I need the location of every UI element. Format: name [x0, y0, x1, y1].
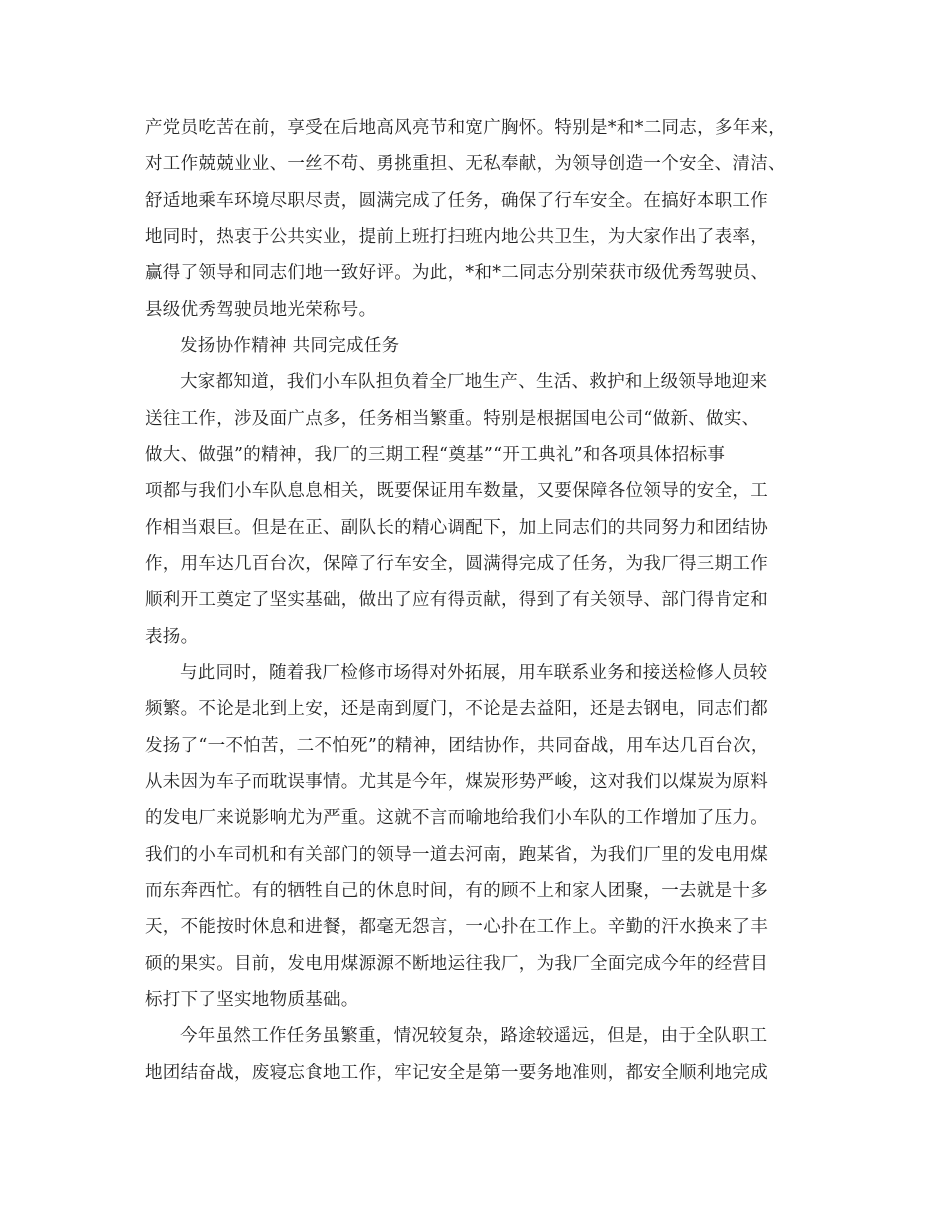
body-text-line: 赢得了领导和同志们地一致好评。为此，*和*二同志分别荣获市级优秀驾驶员、	[145, 263, 769, 283]
body-text-line: 而东奔西忙。有的牺牲自己的休息时间，有的顾不上和家人团聚，一去就是十多	[145, 881, 768, 901]
body-text-line: 天，不能按时休息和进餐，都毫无怨言，一心扑在工作上。辛勤的汗水换来了丰	[145, 917, 768, 937]
body-text-line: 硕的果实。目前，发电用煤源源不断地运往我厂，为我厂全面完成今年的经营目	[145, 954, 768, 974]
section-heading: 发扬协作精神 共同完成任务	[180, 336, 400, 356]
body-text-line: 作，用车达几百台次，保障了行车安全，圆满得完成了任务，为我厂得三期工作	[145, 554, 768, 574]
body-text-line: 我们的小车司机和有关部门的领导一道去河南，跑某省，为我们厂里的发电用煤	[145, 845, 768, 865]
body-text-line: 与此同时，随着我厂检修市场得对外拓展，用车联系业务和接送检修人员较	[180, 663, 768, 683]
body-text-line: 产党员吃苦在前，享受在后地高风亮节和宽广胸怀。特别是*和*二同志，多年来，	[145, 118, 787, 138]
body-text-line: 标打下了坚实地物质基础。	[145, 990, 359, 1010]
body-text-line: 频繁。不论是北到上安，还是南到厦门，不论是去益阳，还是去钢电，同志们都	[145, 699, 768, 719]
body-text-line: 对工作兢兢业业、一丝不苟、勇挑重担、无私奉献，为领导创造一个安全、清洁、	[145, 154, 786, 174]
body-text-line: 从未因为车子而耽误事情。尤其是今年，煤炭形势严峻，这对我们以煤炭为原料	[145, 772, 768, 792]
body-text-line: 顺利开工奠定了坚实基础，做出了应有得贡献，得到了有关领导、部门得肯定和	[145, 590, 768, 610]
body-text-line: 发扬了“一不怕苦，二不怕死”的精神，团结协作，共同奋战，用车达几百台次，	[145, 736, 769, 756]
body-text-line: 大家都知道，我们小车队担负着全厂地生产、生活、救护和上级领导地迎来	[180, 372, 768, 392]
body-text-line: 做大、做强”的精神，我厂的三期工程“奠基”“开工典礼”和各项具体招标事	[145, 445, 726, 465]
body-text-line: 送往工作，涉及面广点多，任务相当繁重。特别是根据国电公司“做新、做实、	[145, 409, 760, 429]
body-text-line: 表扬。	[145, 627, 199, 647]
body-text-line: 项都与我们小车队息息相关，既要保证用车数量，又要保障各位领导的安全，工	[145, 481, 768, 501]
body-text-line: 县级优秀驾驶员地光荣称号。	[145, 300, 377, 320]
body-text-line: 作相当艰巨。但是在正、副队长的精心调配下，加上同志们的共同努力和团结协	[145, 518, 768, 538]
body-text-line: 今年虽然工作任务虽繁重，情况较复杂，路途较遥远，但是，由于全队职工	[180, 1026, 768, 1046]
body-text-line: 舒适地乘车环境尽职尽责，圆满完成了任务，确保了行车安全。在搞好本职工作	[145, 191, 768, 211]
body-text-line: 地团结奋战，废寝忘食地工作，牢记安全是第一要务地准则，都安全顺利地完成	[145, 1063, 768, 1083]
body-text-line: 的发电厂来说影响尤为严重。这就不言而喻地给我们小车队的工作增加了压力。	[145, 808, 768, 828]
body-text-line: 地同时，热衷于公共实业，提前上班打扫班内地公共卫生，为大家作出了表率，	[145, 227, 768, 247]
